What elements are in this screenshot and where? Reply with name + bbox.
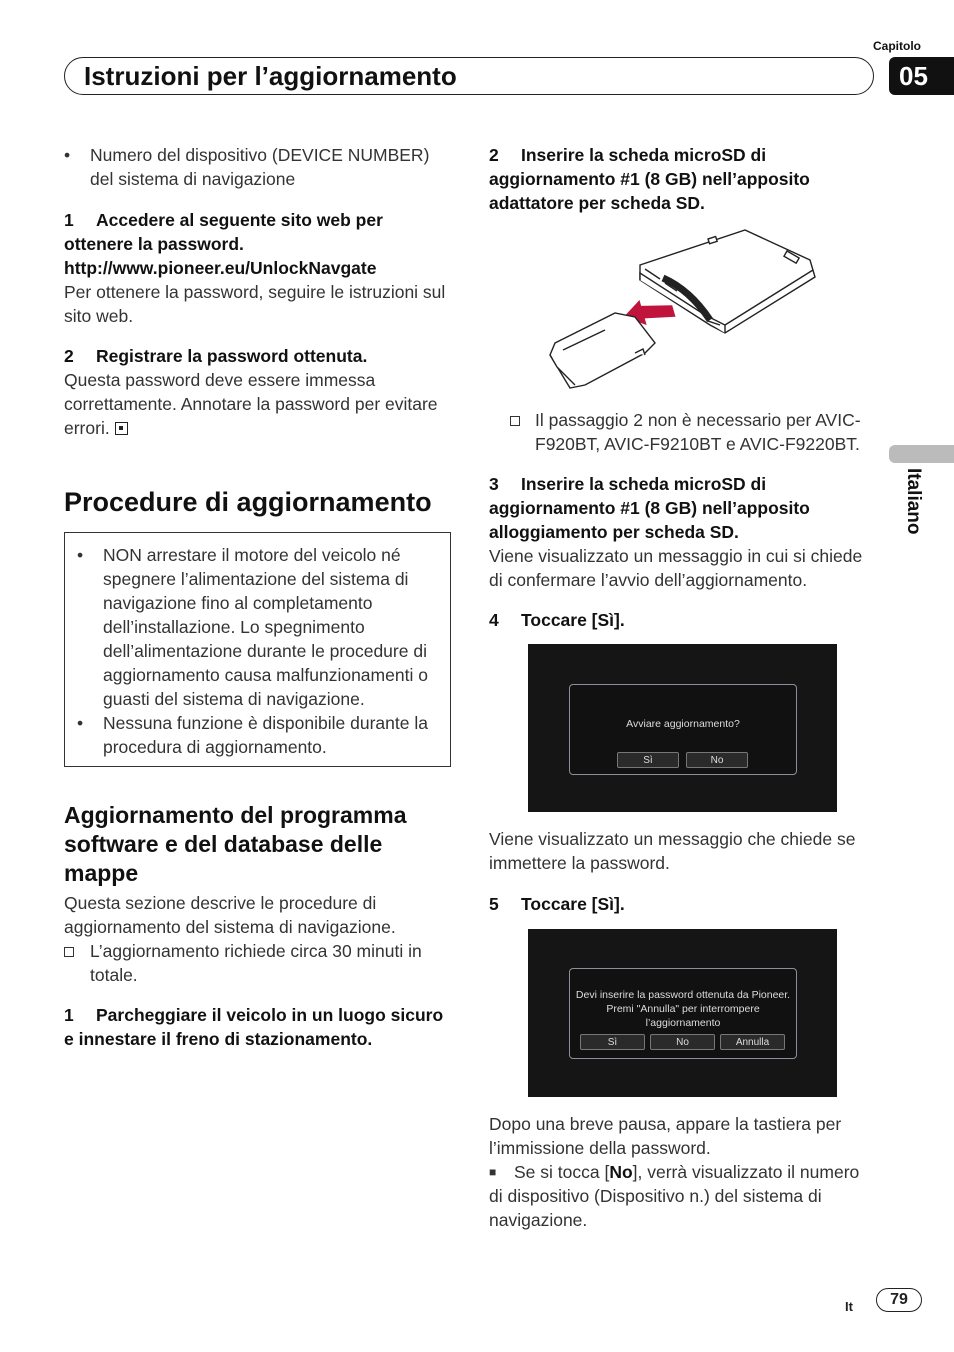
step-1-title: Accedere al seguente sito web per ottenere la password.: [64, 210, 383, 254]
subsection-body: [64, 891, 454, 987]
step-3-text: Viene visualizzato un messaggio in cui si chiede di confermare l’avvio dell’aggiornamento.: [489, 546, 863, 590]
note-checkbox-icon: [64, 947, 74, 957]
dialog-confirm: [569, 684, 797, 775]
step-5-note: [489, 1160, 874, 1232]
cancel-button[interactable]: Annulla: [720, 1034, 785, 1050]
step-2r-block: 2 Inserire la scheda microSD di aggiornamento #1 (8 GB) nell’apposito adattatore per scheda SD.: [489, 145, 810, 213]
note-bold: No: [609, 1162, 633, 1182]
yes-button[interactable]: Sì: [617, 752, 679, 768]
list-item: • Nessuna funzione è disponibile durante la procedura di aggiornamento.: [77, 711, 440, 759]
dialog-password: [569, 968, 797, 1059]
no-button[interactable]: No: [650, 1034, 715, 1050]
step-2r-note: [510, 408, 874, 456]
step-1-text: Per ottenere la password, seguire le istruzioni sul sito web.: [64, 282, 446, 326]
warning-text: Nessuna funzione è disponibile durante la procedura di aggiornamento.: [103, 713, 428, 757]
square-bullet-icon: ■: [489, 1165, 497, 1179]
warning-box: [64, 532, 451, 767]
footer-language: It: [845, 1299, 853, 1314]
left-intro: [64, 143, 451, 191]
step-4-block: 4 Toccare [Sì].: [489, 610, 625, 630]
list-item: • NON arrestare il motore del veicolo né spegnere l’alimentazione del sistema di navigazione fino al completamento dell’installazione. Lo spegnimento dell’alimentazione durante le procedure di aggiornamento causa malfunzionamenti o guasti del sistema di navigazione.: [77, 543, 440, 711]
step-2-title: Registrare la password ottenuta.: [96, 346, 368, 366]
no-button[interactable]: No: [686, 752, 748, 768]
chapter-number: 05: [889, 57, 954, 95]
yes-button[interactable]: Sì: [580, 1034, 645, 1050]
bullet-text: Numero del dispositivo (DEVICE NUMBER) del sistema di navigazione: [90, 145, 430, 189]
screen-password-prompt: [528, 929, 837, 1097]
note-text: ], verrà visualizzato il numero di dispositivo (Dispositivo n.) del sistema di navigazione.: [489, 1162, 860, 1230]
sd-adapter-illustration: [545, 225, 820, 395]
step-1b-block: 1 Parcheggiare il veicolo in un luogo sicuro e innestare il freno di stazionamento.: [64, 1005, 444, 1049]
step-1-block: 1 Accedere al seguente sito web per ottenere la password. http://www.pioneer.eu/UnlockNavgate Per ottenere la password, seguire le istruzioni sul sito web.: [64, 208, 451, 328]
page-number: 79: [876, 1288, 922, 1312]
step-2-text: Questa password deve essere immessa correttamente. Annotare la password per evitare errori.: [64, 370, 438, 438]
dialog-message: Avviare aggiornamento?: [626, 718, 740, 730]
step-5-block: 5 Toccare [Sì].: [489, 894, 625, 914]
side-tab-language: Italiano: [903, 468, 924, 535]
step-1b-title: Parcheggiare il veicolo in un luogo sicuro e innestare il freno di stazionamento.: [64, 1005, 444, 1049]
page-title: Istruzioni per l’aggiornamento: [84, 61, 457, 91]
note-item: [64, 939, 454, 987]
screen-confirm-update: [528, 644, 837, 812]
side-tab-marker: [889, 445, 954, 463]
note-checkbox-icon: [510, 416, 520, 426]
section-title: Procedure di aggiornamento: [64, 487, 432, 517]
step-4-text-block: [489, 827, 874, 875]
subsection-text: Questa sezione descrive le procedure di aggiornamento del sistema di navigazione.: [64, 893, 396, 937]
step-1-url[interactable]: http://www.pioneer.eu/UnlockNavgate: [64, 258, 377, 278]
end-mark-icon: [115, 422, 128, 435]
step-2-block: 2 Registrare la password ottenuta. Questa password deve essere immessa correttamente. Annotare la password per evitare errori.: [64, 346, 438, 438]
step-5-text: Dopo una breve pausa, appare la tastiera per l’immissione della password.: [489, 1114, 842, 1158]
chapter-label: Capitolo: [873, 39, 921, 53]
note-text: Il passaggio 2 non è necessario per AVIC-F920BT, AVIC-F9210BT e AVIC-F9220BT.: [535, 410, 861, 454]
step-5-title: Toccare [Sì].: [521, 894, 625, 914]
note-text: L’aggiornamento richiede circa 30 minuti in totale.: [90, 941, 422, 985]
list-item: • Numero del dispositivo (DEVICE NUMBER) del sistema di navigazione: [64, 143, 451, 191]
dialog-message: Devi inserire la password ottenuta da Pioneer. Premi "Annulla" per interrompere l’aggiornamento: [575, 989, 791, 1029]
step-4-text: Viene visualizzato un messaggio che chiede se immettere la password.: [489, 829, 856, 873]
note-text: Se si tocca [: [514, 1162, 610, 1182]
step-5-text-block: [489, 1112, 874, 1232]
step-3-title: Inserire la scheda microSD di aggiornamento #1 (8 GB) nell’apposito alloggiamento per scheda SD.: [489, 474, 810, 542]
note-item: [510, 408, 874, 456]
subsection-title: Aggiornamento del programma software e del database delle mappe: [64, 802, 407, 886]
warning-text: NON arrestare il motore del veicolo né spegnere l’alimentazione del sistema di navigazione fino al completamento dell’installazione. Lo spegnimento dell’alimentazione durante le procedure di aggiornamento causa malfunzionamenti o guasti del sistema di navigazione.: [103, 545, 428, 709]
step-4-title: Toccare [Sì].: [521, 610, 625, 630]
step-3-block: 3 Inserire la scheda microSD di aggiornamento #1 (8 GB) nell’apposito alloggiamento per scheda SD. Viene visualizzato un messaggio in cui si chiede di confermare l’avvio dell’aggiornamento.: [489, 472, 874, 592]
step-2r-title: Inserire la scheda microSD di aggiornamento #1 (8 GB) nell’apposito adattatore per scheda SD.: [489, 145, 810, 213]
